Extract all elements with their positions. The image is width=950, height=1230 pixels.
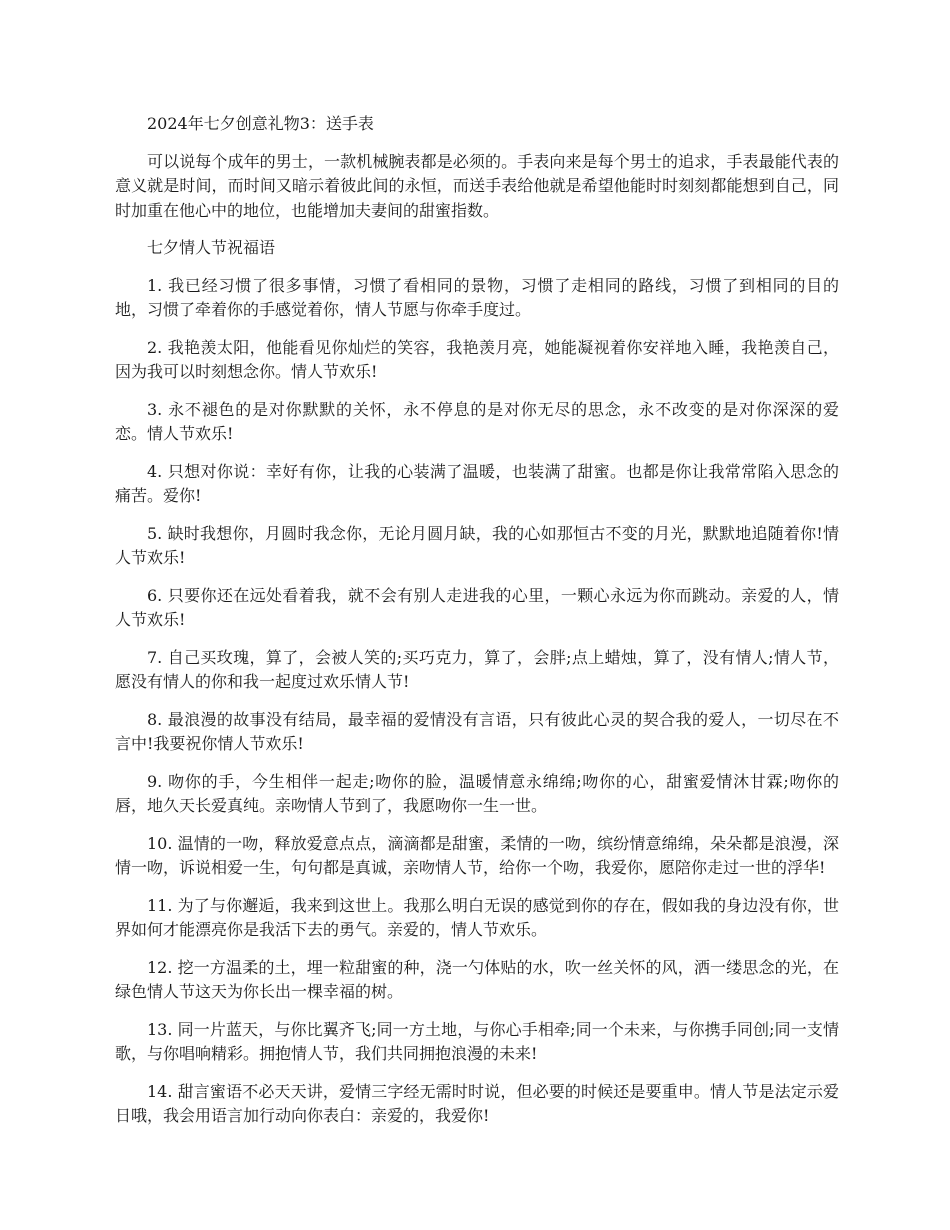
wish-item: 9. 吻你的手，今生相伴一起走;吻你的脸，温暖情意永绵绵;吻你的心，甜蜜爱情沐甘霖;吻你的唇，地久天长爱真纯。亲吻情人节到了，我愿吻你一生一世。 [115,771,839,815]
wish-item: 1. 我已经习惯了很多事情，习惯了看相同的景物，习惯了走相同的路线，习惯了到相同的目的地，习惯了牵着你的手感觉着你，情人节愿与你牵手度过。 [115,275,839,319]
document-body [115,112,839,1142]
wish-item: 2. 我艳羡太阳，他能看见你灿烂的笑容，我艳羡月亮，她能凝视着你安祥地入睡，我艳羡自己，因为我可以时刻想念你。情人节欢乐! [115,337,839,381]
gift-heading: 2024年七夕创意礼物3：送手表 [147,114,374,133]
wish-item: 13. 同一片蓝天，与你比翼齐飞;同一方土地，与你心手相牵;同一个未来，与你携手同创;同一支情歌，与你唱响精彩。拥抱情人节，我们共同拥抱浪漫的未来! [115,1019,839,1063]
wish-item: 6. 只要你还在远处看着我，就不会有别人走进我的心里，一颗心永远为你而跳动。亲爱的人，情人节欢乐! [115,585,839,629]
gift-paragraph: 可以说每个成年的男士，一款机械腕表都是必须的。手表向来是每个男士的追求，手表最能代表的意义就是时间，而时间又暗示着彼此间的永恒，而送手表给他就是希望他能时时刻刻都能想到自己，同时加重在他心中的地位，也能增加夫妻间的甜蜜指数。 [115,151,839,220]
wish-item: 5. 缺时我想你，月圆时我念你，无论月圆月缺，我的心如那恒古不变的月光，默默地追随着你!情人节欢乐! [115,523,839,567]
wish-item: 7. 自己买玫瑰，算了，会被人笑的;买巧克力，算了，会胖;点上蜡烛，算了，没有情人;情人节，愿没有情人的你和我一起度过欢乐情人节! [115,647,839,691]
wishes-heading: 七夕情人节祝福语 [147,238,276,257]
wish-item: 12. 挖一方温柔的土，埋一粒甜蜜的种，浇一勺体贴的水，吹一丝关怀的风，洒一缕思念的光，在绿色情人节这天为你长出一棵幸福的树。 [115,957,839,1001]
wish-item: 11. 为了与你邂逅，我来到这世上。我那么明白无误的感觉到你的存在，假如我的身边没有你，世界如何才能漂亮你是我活下去的勇气。亲爱的，情人节欢乐。 [115,895,839,939]
wish-item: 8. 最浪漫的故事没有结局，最幸福的爱情没有言语，只有彼此心灵的契合我的爱人，一切尽在不言中!我要祝你情人节欢乐! [115,709,839,753]
wish-item: 4. 只想对你说：幸好有你，让我的心装满了温暖，也装满了甜蜜。也都是你让我常常陷入思念的痛苦。爱你! [115,461,839,505]
wish-item: 3. 永不褪色的是对你默默的关怀，永不停息的是对你无尽的思念，永不改变的是对你深深的爱恋。情人节欢乐! [115,399,839,443]
wish-item: 10. 温情的一吻，释放爱意点点，滴滴都是甜蜜，柔情的一吻，缤纷情意绵绵，朵朵都是浪漫，深情一吻，诉说相爱一生，句句都是真诚，亲吻情人节，给你一个吻，我爱你，愿陪你走过一世的浮华! [115,833,839,877]
wish-item: 14. 甜言蜜语不必天天讲，爱情三字经无需时时说，但必要的时候还是要重申。情人节是法定示爱日哦，我会用语言加行动向你表白：亲爱的，我爱你! [115,1081,839,1125]
